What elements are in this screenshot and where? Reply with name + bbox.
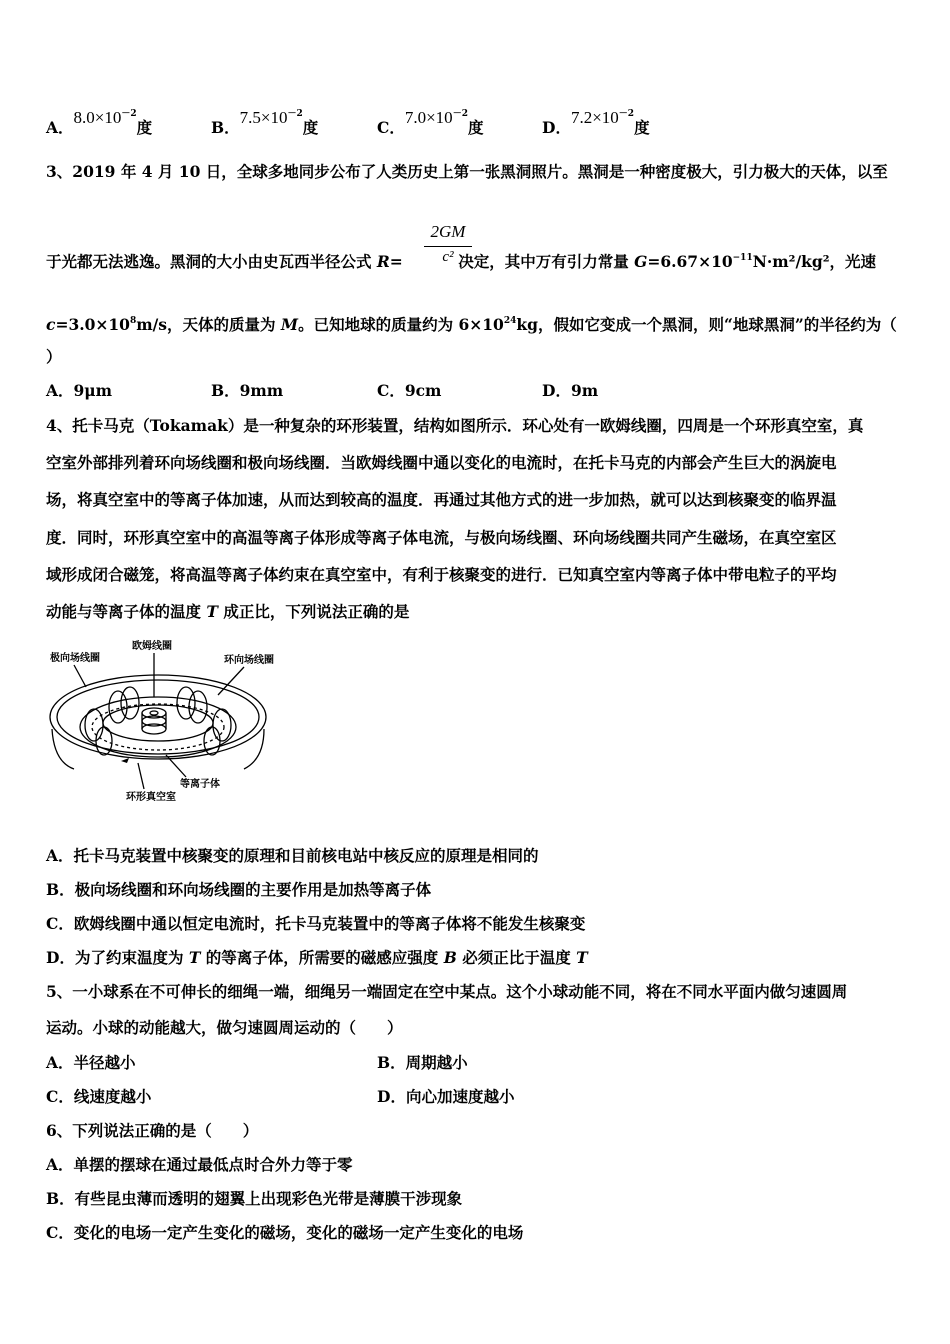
q4-stem-line-3: 场，将真空室中的等离子体加速，从而达到较高的温度．再通过其他方式的进一步加热，就可以达到核聚变的临界温 (46, 490, 837, 509)
label-toroidal-coil: 环向场线圈 (224, 655, 274, 666)
q3-option-a[interactable]: A．9μm (46, 381, 113, 400)
q3-option-c[interactable]: C．9cm (377, 381, 442, 400)
toroidal-coil (177, 687, 195, 719)
q4-stem-line-5: 域形成闭合磁笼，将高温等离子体约束在真空室中，有利于核聚变的进行．已知真空室内等离子体中带电粒子的平均 (46, 565, 837, 584)
q4-option-d[interactable]: D．为了约束温度为 T 的等离子体，所需要的磁感应强度 B 必须正比于温度 T (46, 948, 588, 967)
q3-option-d[interactable]: D．9m (542, 381, 599, 400)
label-poloidal-coil: 极向场线圈 (50, 653, 100, 664)
toroidal-coil (213, 709, 231, 741)
fraction-bar (424, 246, 472, 247)
q5-option-d[interactable]: D．向心加速度越小 (377, 1087, 515, 1106)
toroidal-coil (204, 727, 220, 755)
label-ohmic-coil: 欧姆线圈 (132, 641, 172, 652)
q5-stem-line-2: 运动。小球的动能越大，做匀速圆周运动的（ ） (46, 1018, 403, 1037)
q6-stem: 6、下列说法正确的是（ ） (46, 1121, 259, 1140)
toroidal-coil (189, 691, 207, 723)
q5-option-b[interactable]: B．周期越小 (377, 1053, 468, 1072)
q3-stem-line-1: 3、2019 年 4 月 10 日，全球多地同步公布了人类历史上第一张黑洞照片。黑洞是一种密度极大，引力极大的天体，以至 (46, 162, 888, 181)
q4-option-a[interactable]: A．托卡马克装置中核聚变的原理和目前核电站中核反应的原理是相同的 (46, 846, 539, 865)
q3-stem-line-3: $c=3.0\times 10^8m/s$，天体的质量为 M。已知地球的质量约为 $6\times 10^{24}kg$，假如它变成一个黑洞，则“地球黑洞”的半径约为（ (46, 315, 897, 334)
poloidal-coil-leg-left (52, 729, 74, 769)
toroidal-coil (96, 727, 112, 755)
q2-option-d[interactable]: D．$7.2\times 10^{-2}$度 (542, 108, 650, 137)
q4-stem-line-6: 动能与等离子体的温度 T 成正比，下列说法正确的是 (46, 602, 410, 621)
q6-option-c[interactable]: C．变化的电场一定产生变化的磁场，变化的磁场一定产生变化的电场 (46, 1223, 524, 1242)
label-vacuum-chamber: 环形真空室 (126, 792, 176, 803)
q3-stem-line-4: ） (46, 347, 62, 366)
q4-stem-line-2: 空室外部排列着环向场线圈和极向场线圈．当欧姆线圈中通以变化的电流时，在托卡马克的内部会产生巨大的涡旋电 (46, 453, 837, 472)
q4-stem-line-4: 度．同时，环形真空室中的高温等离子体形成等离子体电流，与极向场线圈、环向场线圈共同产生磁场，在真空室区 (46, 528, 837, 547)
q4-option-b[interactable]: B．极向场线圈和环向场线圈的主要作用是加热等离子体 (46, 880, 432, 899)
ohmic-coil (142, 708, 166, 734)
plasma-direction-arrow (121, 758, 129, 763)
q6-option-a[interactable]: A．单摆的摆球在通过最低点时合外力等于零 (46, 1155, 353, 1174)
q3-stem-line-2: 于光都无法逃逸。黑洞的大小由史瓦西半径公式 R= 决定，其中万有引力常量 $G=6.67\times 10^{-11}N\cdot m^2$/kg²，光速 (46, 252, 876, 271)
toroidal-coil (121, 687, 139, 719)
q2-option-b[interactable]: B．$7.5\times 10^{-2}$度 (211, 108, 319, 137)
fraction-numerator: 2GM (430, 222, 466, 241)
q6-option-b[interactable]: B．有些昆虫薄而透明的翅翼上出现彩色光带是薄膜干涉现象 (46, 1189, 463, 1208)
tokamak-diagram (46, 637, 281, 807)
q5-option-c[interactable]: C．线速度越小 (46, 1087, 152, 1106)
label-plasma: 等离子体 (180, 779, 220, 790)
q2-option-c[interactable]: C．$7.0\times 10^{-2}$度 (377, 108, 484, 137)
poloidal-coil-outer (50, 675, 266, 759)
q4-option-c[interactable]: C．欧姆线圈中通以恒定电流时，托卡马克装置中的等离子体将不能发生核聚变 (46, 914, 586, 933)
q5-option-a[interactable]: A．半径越小 (46, 1053, 136, 1072)
fraction-denominator: c² (442, 249, 454, 265)
q4-stem-line-1: 4、托卡马克（Tokamak）是一种复杂的环形装置，结构如图所示．环心处有一欧姆线圈，四周是一个环形真空室，真 (46, 416, 864, 435)
poloidal-coil-outer-inner-edge (57, 680, 259, 754)
toroidal-coil (85, 709, 103, 741)
q2-option-a[interactable]: A．$8.0\times 10^{-2}$度 (46, 108, 153, 137)
q3-option-b[interactable]: B．9mm (211, 381, 284, 400)
q5-stem-line-1: 5、一小球系在不可伸长的细绳一端，细绳另一端固定在空中某点。这个小球动能不同，将在不同水平面内做匀速圆周 (46, 982, 848, 1001)
schwarzschild-formula-fraction (424, 222, 472, 266)
